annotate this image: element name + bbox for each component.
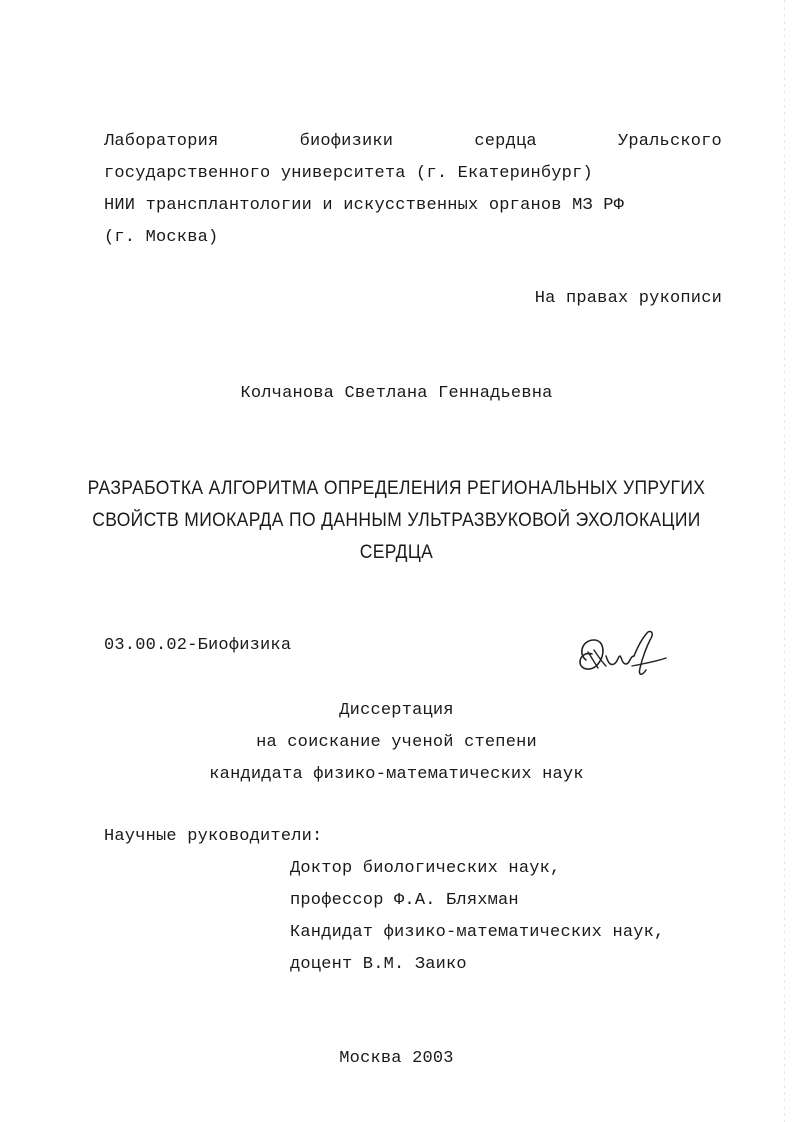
author-name: Колчанова Светлана Геннадьевна xyxy=(240,384,553,403)
handwritten-signature-icon xyxy=(572,626,672,682)
thesis-title-line-3: СЕРДЦА xyxy=(359,542,434,563)
supervisor-line-4: доцент В.М. Заико xyxy=(290,955,467,974)
degree-line-1: Диссертация xyxy=(339,701,454,720)
institution-line-1 xyxy=(104,127,722,157)
supervisor-line-3: Кандидат физико-математических наук, xyxy=(290,923,665,942)
institution-word: сердца xyxy=(474,132,537,151)
degree-line-3: кандидата физико-математических наук xyxy=(209,765,584,784)
institution-word: Лаборатория xyxy=(104,132,219,151)
supervisors-heading: Научные руководители: xyxy=(104,827,323,846)
supervisor-line-2: профессор Ф.А. Бляхман xyxy=(290,891,519,910)
institution-word: Уральского xyxy=(617,132,722,151)
specialty-code: 03.00.02-Биофизика xyxy=(104,636,292,655)
thesis-title-line-1: РАЗРАБОТКА АЛГОРИТМА ОПРЕДЕЛЕНИЯ РЕГИОНАЛЬНЫХ УПРУГИХ xyxy=(87,478,706,499)
city-year: Москва 2003 xyxy=(339,1049,454,1068)
manuscript-note: На правах рукописи xyxy=(534,289,722,308)
institution-line-2: государственного университета (г. Екатеринбург) xyxy=(104,164,593,183)
institution-word: биофизики xyxy=(299,132,394,151)
supervisor-line-1: Доктор биологических наук, xyxy=(290,859,561,878)
thesis-title-line-2: СВОЙСТВ МИОКАРДА ПО ДАННЫМ УЛЬТРАЗВУКОВОЙ ЭХОЛОКАЦИИ xyxy=(92,510,701,531)
institution-line-3: НИИ трансплантологии и искусственных органов МЗ РФ xyxy=(104,196,625,215)
scan-edge-artifact xyxy=(784,0,785,1122)
degree-line-2: на соискание ученой степени xyxy=(256,733,537,752)
institution-line-4: (г. Москва) xyxy=(104,228,219,247)
